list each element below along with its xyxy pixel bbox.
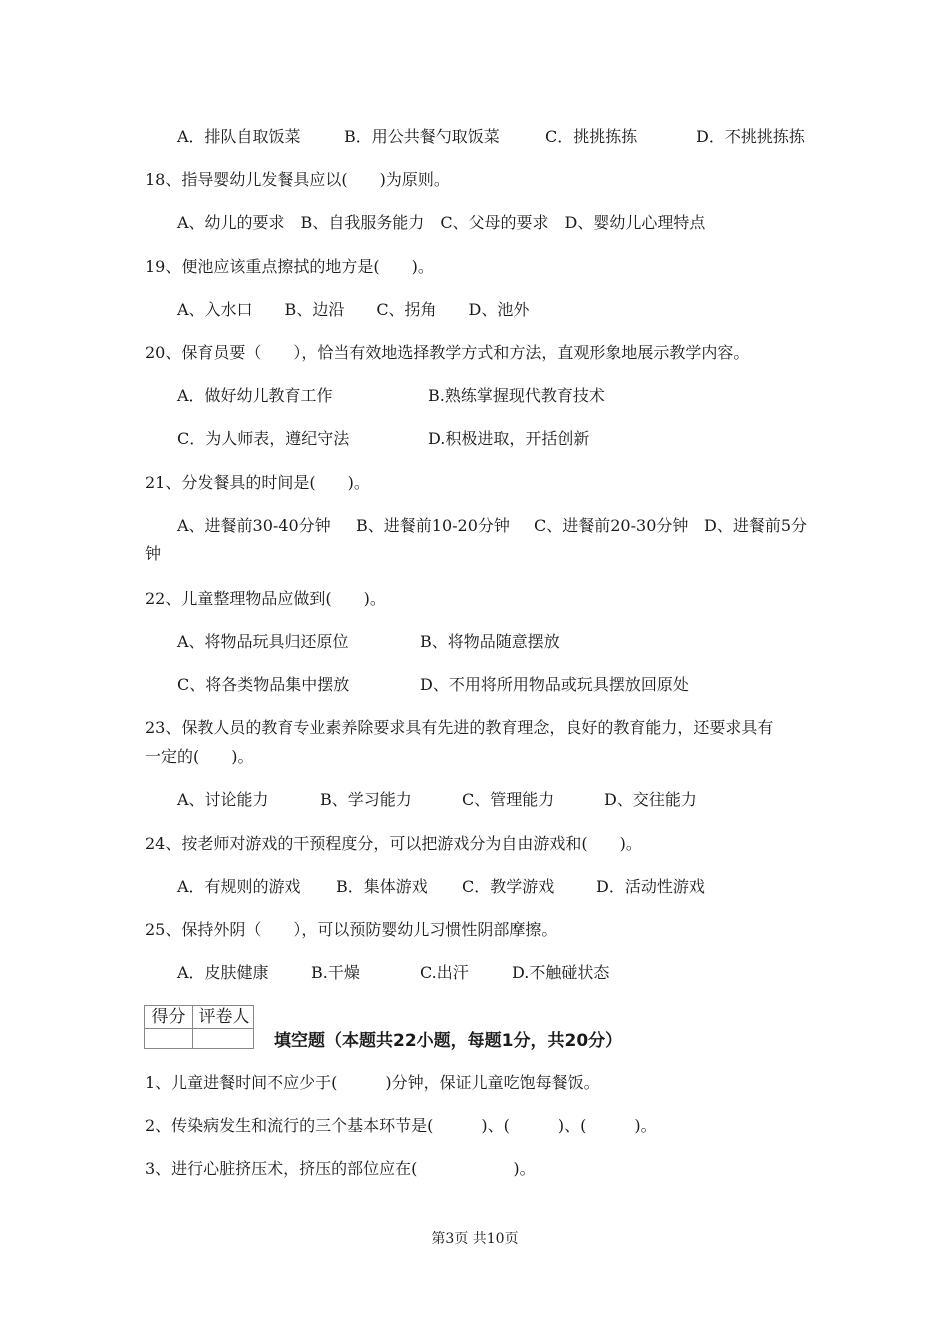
q21-option-b: B、进餐前10-20分钟 xyxy=(356,516,510,535)
q17-option-a: A．排队自取饭菜 xyxy=(177,127,301,146)
q24-option-b: B．集体游戏 xyxy=(336,877,428,896)
q22-option-d: D、不用将所用物品或玩具摆放回原处 xyxy=(420,675,689,694)
q21-wrap: 钟 xyxy=(145,544,162,563)
q24-option-a: A．有规则的游戏 xyxy=(177,877,301,896)
grader-label: 评卷人 xyxy=(198,1007,250,1027)
q25-option-a: A．皮肤健康 xyxy=(177,963,269,982)
fill-question-2: 2、传染病发生和流行的三个基本环节是( )、( )、( )。 xyxy=(145,1116,657,1135)
fill-question-3: 3、进行心脏挤压术，挤压的部位应在( )。 xyxy=(145,1159,536,1178)
q23-stem-cont: 一定的( )。 xyxy=(145,747,254,766)
q21-option-d: D、进餐前5分 xyxy=(704,516,808,535)
fill-question-1: 1、儿童进餐时间不应少于( )分钟，保证儿童吃饱每餐饭。 xyxy=(145,1073,600,1092)
q23-option-c: C、管理能力 xyxy=(462,790,555,809)
q21-stem: 21、分发餐具的时间是( )。 xyxy=(145,473,370,492)
q18-options: A、幼儿的要求 B、自我服务能力 C、父母的要求 D、婴幼儿心理特点 xyxy=(177,213,706,232)
q17-option-c: C．挑挑拣拣 xyxy=(545,127,638,146)
q20-option-a: A．做好幼儿教育工作 xyxy=(177,386,333,405)
q18-stem: 18、指导婴幼儿发餐具应以( )为原则。 xyxy=(145,170,450,189)
q23-option-a: A、讨论能力 xyxy=(177,790,269,809)
q25-stem: 25、保持外阴（ ），可以预防婴幼儿习惯性阴部摩擦。 xyxy=(145,920,558,939)
q19-options: A、入水口 B、边沿 C、拐角 D、池外 xyxy=(177,300,530,319)
q24-stem: 24、按老师对游戏的干预程度分，可以把游戏分为自由游戏和( )。 xyxy=(145,834,642,853)
q20-option-b: B.熟练掌握现代教育技术 xyxy=(428,386,605,405)
q25-option-d: D.不触碰状态 xyxy=(512,963,610,982)
q24-option-c: C．教学游戏 xyxy=(462,877,555,896)
q22-stem: 22、儿童整理物品应做到( )。 xyxy=(145,589,386,608)
q22-option-a: A、将物品玩具归还原位 xyxy=(177,632,349,651)
q21-option-c: C、进餐前20-30分钟 xyxy=(534,516,689,535)
q23-option-b: B、学习能力 xyxy=(320,790,412,809)
q17-option-d: D．不挑挑拣拣 xyxy=(696,127,805,146)
q24-option-d: D．活动性游戏 xyxy=(596,877,705,896)
page-footer: 第3页 共10页 xyxy=(431,1231,519,1247)
score-box-divider xyxy=(145,1028,253,1029)
q25-option-b: B.干燥 xyxy=(311,963,360,982)
q22-option-b: B、将物品随意摆放 xyxy=(420,632,560,651)
q17-option-b: B．用公共餐勺取饭菜 xyxy=(344,127,500,146)
q21-option-a: A、进餐前30-40分钟 xyxy=(177,516,331,535)
q20-option-c: C．为人师表，遵纪守法 xyxy=(177,429,350,448)
score-label: 得分 xyxy=(145,1006,193,1028)
q23-option-d: D、交往能力 xyxy=(604,790,697,809)
score-box-column-divider xyxy=(192,1028,193,1049)
q20-option-d: D.积极进取，开括创新 xyxy=(428,429,590,448)
q20-stem: 20、保育员要（ ），恰当有效地选择教学方式和方法，直观形象地展示教学内容。 xyxy=(145,343,750,362)
q25-option-c: C.出汗 xyxy=(420,963,469,982)
q23-stem: 23、保教人员的教育专业素养除要求具有先进的教育理念，良好的教育能力，还要求具有 xyxy=(145,718,774,737)
q22-option-c: C、将各类物品集中摆放 xyxy=(177,675,350,694)
score-box xyxy=(144,1005,254,1049)
q19-stem: 19、便池应该重点擦拭的地方是( )。 xyxy=(145,257,434,276)
section-title: 填空题（本题共22小题，每题1分，共20分） xyxy=(274,1031,623,1051)
